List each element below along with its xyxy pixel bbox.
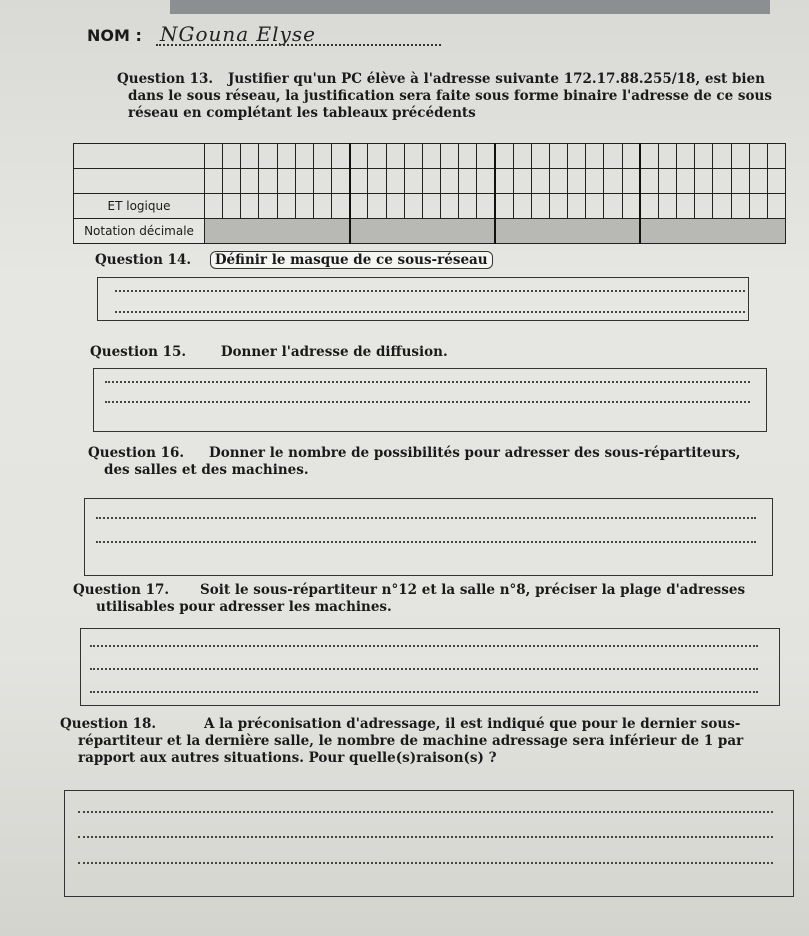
question-18-number: Question 18. bbox=[60, 716, 157, 732]
binary-bit-cell[interactable] bbox=[604, 144, 622, 169]
binary-bit-cell[interactable] bbox=[459, 169, 477, 194]
binary-bit-cell[interactable] bbox=[767, 194, 785, 219]
binary-bit-cell[interactable] bbox=[513, 144, 531, 169]
binary-bit-cell[interactable] bbox=[223, 144, 241, 169]
question-15 bbox=[90, 344, 690, 361]
binary-bit-cell[interactable] bbox=[695, 169, 713, 194]
binary-bit-cell[interactable] bbox=[477, 144, 495, 169]
binary-bit-cell[interactable] bbox=[513, 194, 531, 219]
binary-table-row bbox=[74, 219, 786, 244]
binary-bit-cell[interactable] bbox=[205, 194, 223, 219]
binary-bit-cell[interactable] bbox=[640, 169, 658, 194]
answer-line-15a bbox=[105, 381, 750, 383]
binary-bit-cell[interactable] bbox=[677, 194, 695, 219]
binary-bit-cell[interactable] bbox=[350, 169, 368, 194]
question-16-text-block bbox=[104, 445, 764, 479]
question-18-text: A la préconisation d'adressage, il est indiqué que pour le dernier sous-répartiteur et la dernière salle, le nombre de machine adressage sera inférieur de 1 par rapport aux autres situations. Pour quelle(s)raison(s) ? bbox=[78, 716, 744, 766]
binary-bit-cell[interactable] bbox=[695, 194, 713, 219]
binary-bit-cell[interactable] bbox=[731, 194, 749, 219]
answer-line-18c bbox=[78, 862, 773, 864]
binary-bit-cell[interactable] bbox=[441, 194, 459, 219]
binary-table bbox=[73, 143, 786, 244]
binary-bit-cell[interactable] bbox=[477, 169, 495, 194]
binary-bit-cell[interactable] bbox=[677, 144, 695, 169]
answer-box-16[interactable] bbox=[84, 498, 773, 576]
binary-bit-cell[interactable] bbox=[368, 144, 386, 169]
binary-bit-cell[interactable] bbox=[350, 144, 368, 169]
decimal-octet-cell[interactable] bbox=[495, 219, 640, 244]
binary-bit-cell[interactable] bbox=[658, 144, 676, 169]
binary-bit-cell[interactable] bbox=[531, 144, 549, 169]
binary-bit-cell[interactable] bbox=[404, 144, 422, 169]
question-13-text-block bbox=[128, 71, 778, 122]
binary-bit-cell[interactable] bbox=[386, 194, 404, 219]
binary-bit-cell[interactable] bbox=[713, 194, 731, 219]
binary-bit-cell[interactable] bbox=[749, 169, 767, 194]
binary-bit-cell[interactable] bbox=[495, 194, 513, 219]
binary-bit-cell[interactable] bbox=[549, 194, 567, 219]
binary-bit-cell[interactable] bbox=[259, 169, 277, 194]
nom-label: NOM : bbox=[87, 26, 142, 45]
question-15-text: Donner l'adresse de diffusion. bbox=[220, 344, 448, 360]
binary-bit-cell[interactable] bbox=[549, 169, 567, 194]
binary-bit-cell[interactable] bbox=[731, 169, 749, 194]
answer-line-16b bbox=[96, 541, 756, 543]
answer-line-17b bbox=[90, 668, 758, 670]
binary-bit-cell[interactable] bbox=[586, 194, 604, 219]
binary-bit-cell[interactable] bbox=[313, 144, 331, 169]
binary-bit-cell[interactable] bbox=[658, 169, 676, 194]
binary-bit-cell[interactable] bbox=[622, 194, 640, 219]
binary-bit-cell[interactable] bbox=[622, 169, 640, 194]
question-17-text: Soit le sous-répartiteur n°12 et la salle n°8, préciser la plage d'adresses utilisables pour adresser les machines. bbox=[96, 582, 746, 615]
question-16-number: Question 16. bbox=[88, 445, 185, 461]
question-17-number: Question 17. bbox=[73, 582, 170, 598]
binary-bit-cell[interactable] bbox=[549, 144, 567, 169]
answer-line-14b bbox=[115, 311, 745, 313]
binary-bit-cell[interactable] bbox=[205, 169, 223, 194]
binary-bit-cell[interactable] bbox=[713, 169, 731, 194]
binary-bit-cell[interactable] bbox=[749, 144, 767, 169]
nom-dotted-line bbox=[156, 44, 441, 46]
answer-line-14a bbox=[115, 290, 745, 292]
binary-bit-cell[interactable] bbox=[422, 144, 440, 169]
binary-bit-cell[interactable] bbox=[386, 144, 404, 169]
binary-bit-cell[interactable] bbox=[749, 194, 767, 219]
binary-bit-cell[interactable] bbox=[640, 194, 658, 219]
decimal-octet-cell[interactable] bbox=[205, 219, 350, 244]
top-edge-bar bbox=[170, 0, 770, 14]
binary-bit-cell[interactable] bbox=[277, 144, 295, 169]
binary-bit-cell[interactable] bbox=[495, 169, 513, 194]
question-14-text: Définir le masque de ce sous-réseau bbox=[210, 251, 493, 269]
question-16-text: Donner le nombre de possibilités pour adresser des sous-répartiteurs, des salles et des machines. bbox=[104, 445, 741, 478]
binary-bit-cell[interactable] bbox=[459, 194, 477, 219]
binary-table-row-label bbox=[74, 169, 205, 194]
nom-handwritten-value: NGouna Elyse bbox=[160, 22, 316, 46]
question-15-number: Question 15. bbox=[90, 344, 187, 360]
question-13-text: Justifier qu'un PC élève à l'adresse suivante 172.17.88.255/18, est bien dans le sous réseau, la justification sera faite sous forme binaire l'adresse de ce sous réseau en complétant les tableaux précédents bbox=[128, 71, 772, 121]
binary-table-row bbox=[74, 169, 786, 194]
binary-bit-cell[interactable] bbox=[677, 169, 695, 194]
binary-bit-cell[interactable] bbox=[295, 144, 313, 169]
binary-bit-cell[interactable] bbox=[313, 194, 331, 219]
answer-box-15[interactable] bbox=[93, 368, 767, 432]
binary-bit-cell[interactable] bbox=[531, 194, 549, 219]
binary-bit-cell[interactable] bbox=[368, 169, 386, 194]
binary-bit-cell[interactable] bbox=[695, 144, 713, 169]
binary-bit-cell[interactable] bbox=[332, 144, 350, 169]
binary-bit-cell[interactable] bbox=[241, 144, 259, 169]
binary-bit-cell[interactable] bbox=[368, 194, 386, 219]
question-17-text-block bbox=[96, 582, 756, 616]
answer-line-17a bbox=[90, 645, 758, 647]
binary-bit-cell[interactable] bbox=[295, 169, 313, 194]
binary-bit-cell[interactable] bbox=[568, 169, 586, 194]
question-14-number: Question 14. bbox=[95, 252, 192, 268]
binary-bit-cell[interactable] bbox=[332, 194, 350, 219]
binary-bit-cell[interactable] bbox=[586, 169, 604, 194]
binary-bit-cell[interactable] bbox=[404, 194, 422, 219]
answer-box-14[interactable] bbox=[97, 277, 749, 321]
binary-bit-cell[interactable] bbox=[731, 144, 749, 169]
binary-bit-cell[interactable] bbox=[332, 169, 350, 194]
binary-bit-cell[interactable] bbox=[658, 194, 676, 219]
binary-bit-cell[interactable] bbox=[568, 144, 586, 169]
binary-table-row bbox=[74, 144, 786, 169]
question-13-number: Question 13. bbox=[117, 71, 214, 87]
binary-bit-cell[interactable] bbox=[586, 144, 604, 169]
binary-bit-cell[interactable] bbox=[422, 169, 440, 194]
question-18-text-block bbox=[78, 716, 780, 767]
binary-bit-cell[interactable] bbox=[205, 144, 223, 169]
binary-bit-cell[interactable] bbox=[241, 169, 259, 194]
binary-table-row-label bbox=[74, 144, 205, 169]
answer-box-18[interactable] bbox=[64, 790, 794, 897]
binary-bit-cell[interactable] bbox=[386, 169, 404, 194]
answer-line-16a bbox=[96, 517, 756, 519]
binary-bit-cell[interactable] bbox=[441, 144, 459, 169]
binary-bit-cell[interactable] bbox=[223, 194, 241, 219]
answer-box-17[interactable] bbox=[80, 628, 780, 706]
answer-line-18b bbox=[78, 836, 773, 838]
binary-bit-cell[interactable] bbox=[531, 169, 549, 194]
binary-bit-cell[interactable] bbox=[350, 194, 368, 219]
answer-line-18a bbox=[78, 811, 773, 813]
binary-bit-cell[interactable] bbox=[459, 144, 477, 169]
binary-bit-cell[interactable] bbox=[622, 144, 640, 169]
binary-table-row-label: ET logique bbox=[74, 194, 205, 219]
binary-bit-cell[interactable] bbox=[404, 169, 422, 194]
binary-bit-cell[interactable] bbox=[277, 169, 295, 194]
binary-bit-cell[interactable] bbox=[223, 169, 241, 194]
binary-bit-cell[interactable] bbox=[313, 169, 331, 194]
answer-line-15b bbox=[105, 401, 750, 403]
answer-line-17c bbox=[90, 691, 758, 693]
binary-bit-cell[interactable] bbox=[277, 194, 295, 219]
binary-bit-cell[interactable] bbox=[295, 194, 313, 219]
binary-bit-cell[interactable] bbox=[422, 194, 440, 219]
binary-bit-cell[interactable] bbox=[713, 144, 731, 169]
binary-bit-cell[interactable] bbox=[513, 169, 531, 194]
binary-table-row-label: Notation décimale bbox=[74, 219, 205, 244]
binary-bit-cell[interactable] bbox=[568, 194, 586, 219]
question-14 bbox=[95, 252, 695, 269]
binary-bit-cell[interactable] bbox=[441, 169, 459, 194]
decimal-octet-cell[interactable] bbox=[640, 219, 785, 244]
binary-bit-cell[interactable] bbox=[495, 144, 513, 169]
binary-bit-cell[interactable] bbox=[767, 144, 785, 169]
binary-bit-cell[interactable] bbox=[604, 194, 622, 219]
binary-bit-cell[interactable] bbox=[259, 194, 277, 219]
binary-table-row bbox=[74, 194, 786, 219]
binary-bit-cell[interactable] bbox=[477, 194, 495, 219]
binary-bit-cell[interactable] bbox=[767, 169, 785, 194]
binary-bit-cell[interactable] bbox=[259, 144, 277, 169]
binary-bit-cell[interactable] bbox=[604, 169, 622, 194]
binary-bit-cell[interactable] bbox=[241, 194, 259, 219]
binary-bit-cell[interactable] bbox=[640, 144, 658, 169]
decimal-octet-cell[interactable] bbox=[350, 219, 495, 244]
